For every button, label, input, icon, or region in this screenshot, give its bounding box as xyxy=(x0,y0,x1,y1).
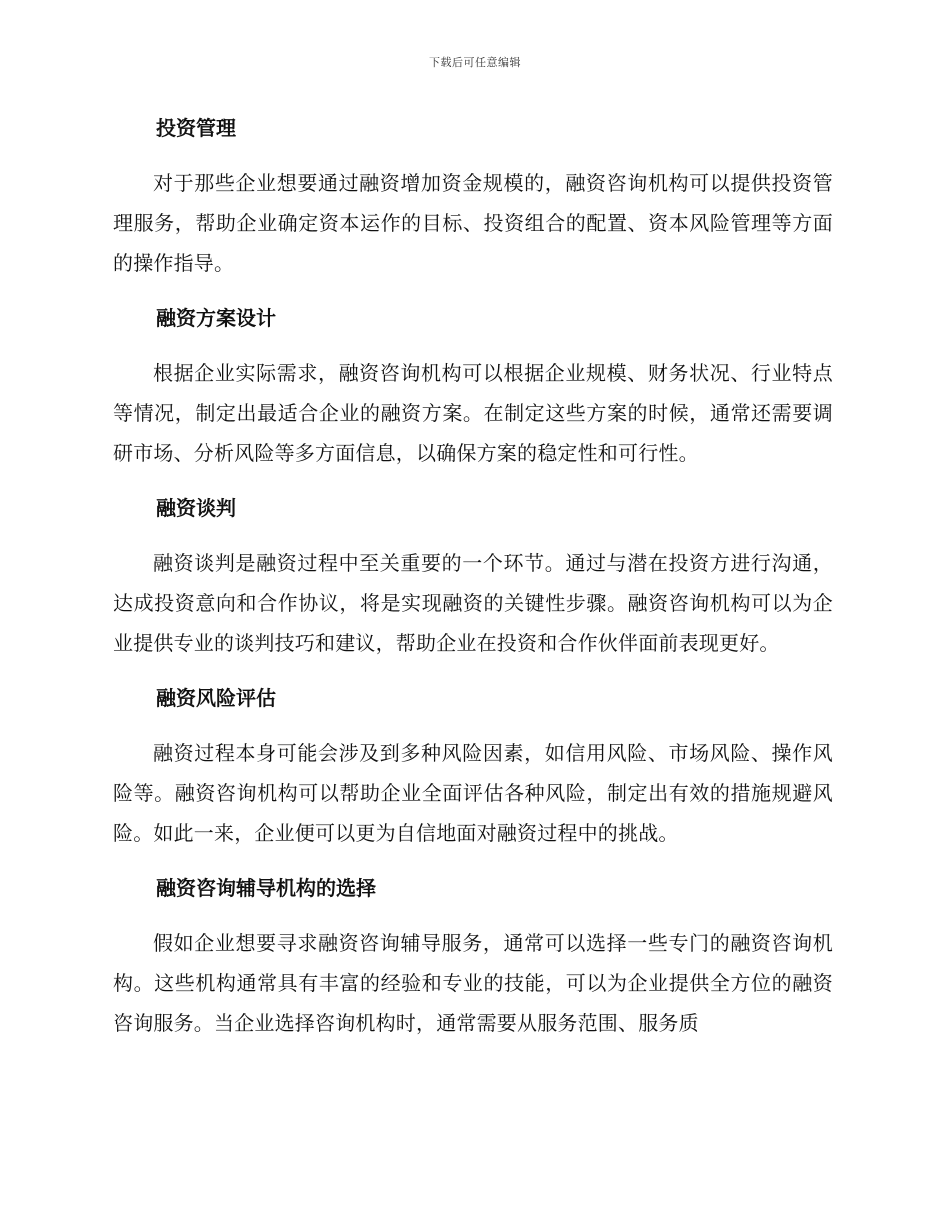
section-paragraph: 融资过程本身可能会涉及到多种风险因素，如信用风险、市场风险、操作风险等。融资咨询机构可以帮助企业全面评估各种风险，制定出有效的措施规避风险。如此一来，企业便可以更为自信地面对融资过程中的挑战。 xyxy=(113,741,833,845)
section-financing-plan-design xyxy=(113,298,833,488)
section-financing-negotiation xyxy=(113,488,833,678)
section-title: 融资咨询辅导机构的选择 xyxy=(156,876,376,900)
section-title: 融资谈判 xyxy=(156,496,236,520)
document-body xyxy=(113,108,833,1043)
section-paragraph: 对于那些企业想要通过融资增加资金规模的，融资咨询机构可以提供投资管理服务，帮助企业确定资本运作的目标、投资组合的配置、资本风险管理等方面的操作指导。 xyxy=(113,171,833,275)
section-paragraph: 假如企业想要寻求融资咨询辅导服务，通常可以选择一些专门的融资咨询机构。这些机构通常具有丰富的经验和专业的技能，可以为企业提供全方位的融资咨询服务。当企业选择咨询机构时，通常需要从服务范围、服务质 xyxy=(113,931,833,1035)
section-title: 投资管理 xyxy=(156,116,236,140)
section-consulting-agency-selection xyxy=(113,868,833,1043)
section-financing-risk-assessment xyxy=(113,678,833,868)
section-paragraph: 根据企业实际需求，融资咨询机构可以根据企业规模、财务状况、行业特点等情况，制定出最适合企业的融资方案。在制定这些方案的时候，通常还需要调研市场、分析风险等多方面信息，以确保方案的稳定性和可行性。 xyxy=(113,361,833,465)
page-header: 下载后可任意编辑 xyxy=(429,56,521,69)
section-title: 融资方案设计 xyxy=(156,306,276,330)
section-investment-management xyxy=(113,108,833,298)
section-paragraph: 融资谈判是融资过程中至关重要的一个环节。通过与潜在投资方进行沟通，达成投资意向和合作协议，将是实现融资的关键性步骤。融资咨询机构可以为企业提供专业的谈判技巧和建议，帮助企业在投资和合作伙伴面前表现更好。 xyxy=(113,551,833,655)
section-title: 融资风险评估 xyxy=(156,686,276,710)
